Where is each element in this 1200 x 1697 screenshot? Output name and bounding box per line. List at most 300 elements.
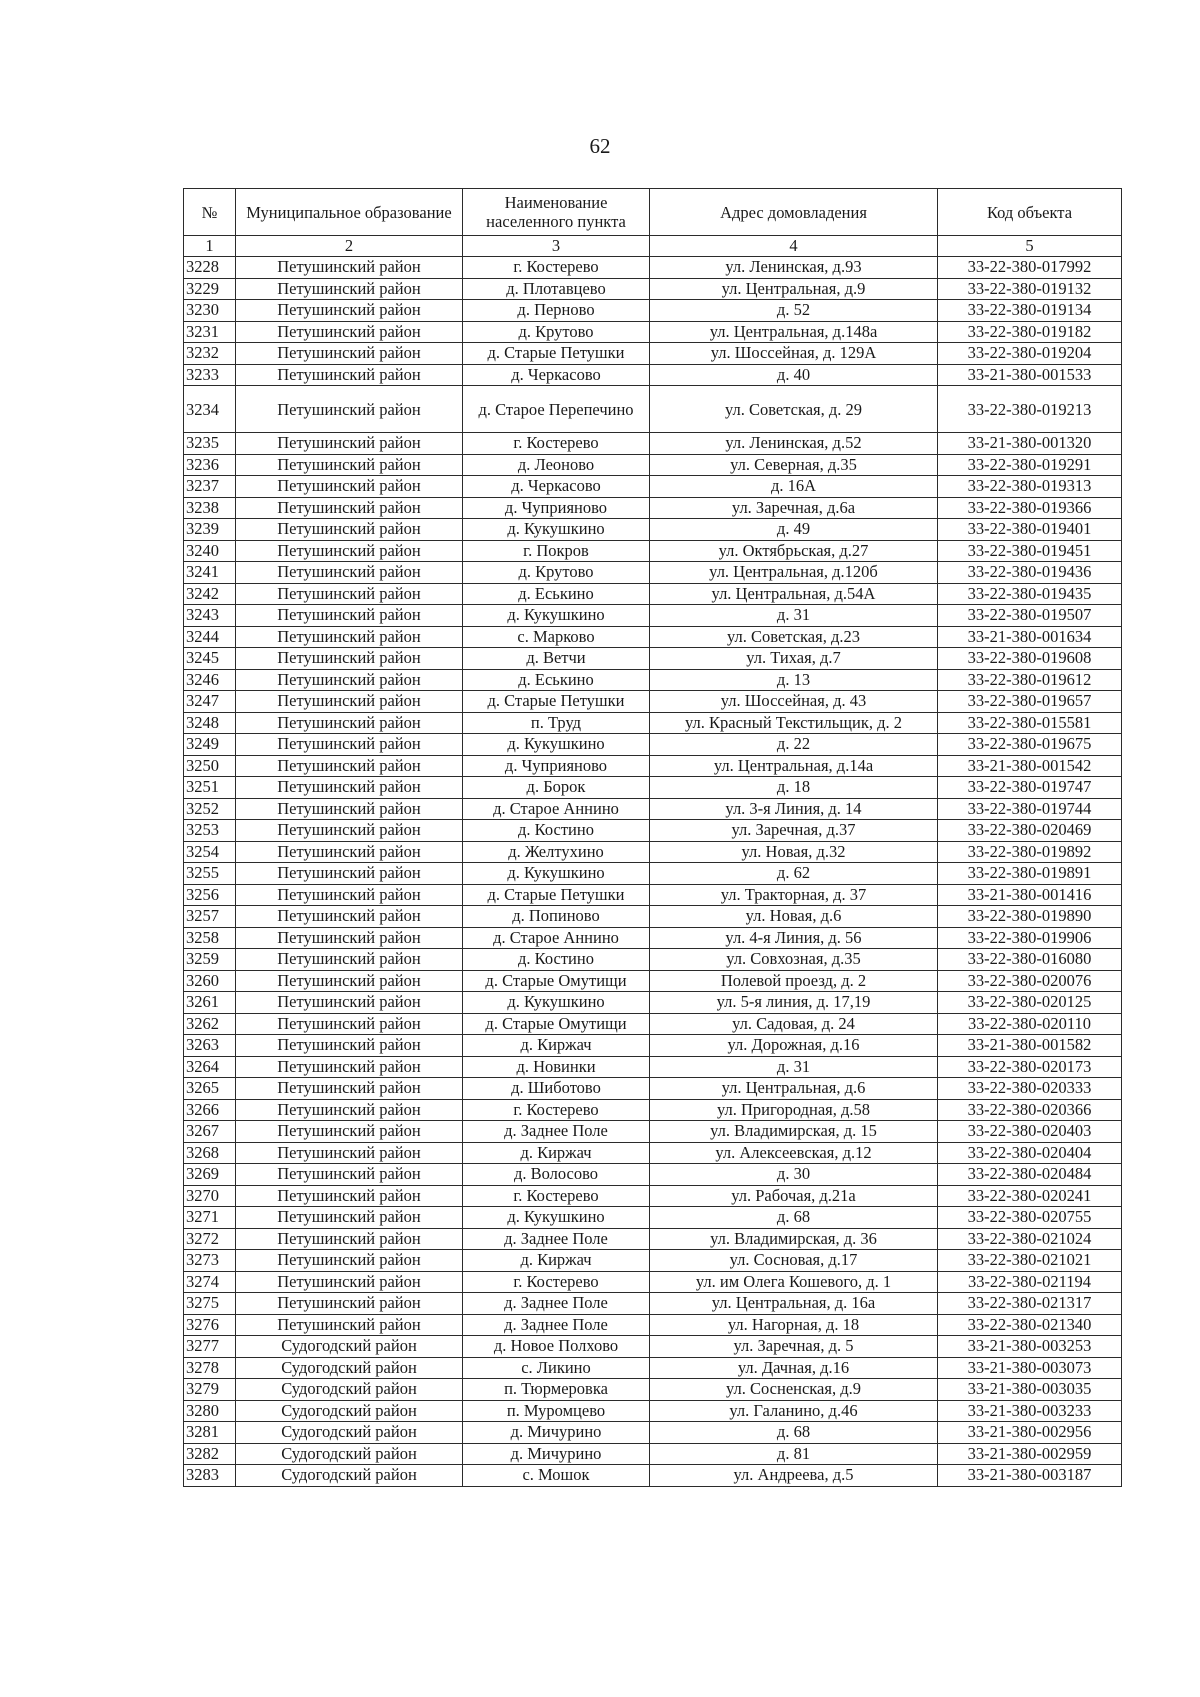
object-code-cell: 33-21-380-002956 (938, 1422, 1122, 1444)
municipality-cell: Петушинский район (236, 562, 463, 584)
table-row (184, 841, 1122, 863)
settlement-cell: д. Кукушкино (463, 734, 650, 756)
table-row (184, 1207, 1122, 1229)
settlement-cell: д. Крутово (463, 321, 650, 343)
settlement-cell: д. Кукушкино (463, 1207, 650, 1229)
object-code-cell: 33-22-380-019435 (938, 583, 1122, 605)
row-number: 3264 (184, 1056, 236, 1078)
object-code-cell: 33-22-380-019313 (938, 476, 1122, 498)
object-code-cell: 33-22-380-020403 (938, 1121, 1122, 1143)
settlement-cell: д. Шиботово (463, 1078, 650, 1100)
address-cell: д. 13 (650, 669, 938, 691)
municipality-cell: Петушинский район (236, 712, 463, 734)
address-cell: д. 81 (650, 1443, 938, 1465)
row-number: 3248 (184, 712, 236, 734)
address-cell: ул. Октябрьская, д.27 (650, 540, 938, 562)
row-number: 3232 (184, 343, 236, 365)
table-row (184, 820, 1122, 842)
settlement-cell: д. Заднее Поле (463, 1228, 650, 1250)
address-cell: ул. Пригородная, д.58 (650, 1099, 938, 1121)
object-code-cell: 33-22-380-019891 (938, 863, 1122, 885)
table-row (184, 1293, 1122, 1315)
household-registry-table (183, 188, 1122, 1487)
row-number: 3240 (184, 540, 236, 562)
settlement-cell: д. Крутово (463, 562, 650, 584)
municipality-cell: Петушинский район (236, 1035, 463, 1057)
address-cell: ул. Сосновая, д.17 (650, 1250, 938, 1272)
municipality-cell: Петушинский район (236, 278, 463, 300)
address-cell: ул. Ленинская, д.52 (650, 433, 938, 455)
row-number: 3243 (184, 605, 236, 627)
settlement-cell: д. Кукушкино (463, 992, 650, 1014)
row-number: 3254 (184, 841, 236, 863)
address-cell: ул. Центральная, д. 16а (650, 1293, 938, 1315)
address-cell: ул. Алексеевская, д.12 (650, 1142, 938, 1164)
table-body (184, 257, 1122, 1487)
settlement-cell: д. Новинки (463, 1056, 650, 1078)
table-row (184, 540, 1122, 562)
row-number: 3267 (184, 1121, 236, 1143)
column-index: 1 (184, 236, 236, 257)
municipality-cell: Петушинский район (236, 648, 463, 670)
row-number: 3265 (184, 1078, 236, 1100)
address-cell: ул. Заречная, д.37 (650, 820, 938, 842)
settlement-cell: г. Костерево (463, 1185, 650, 1207)
address-cell: ул. Дачная, д.16 (650, 1357, 938, 1379)
row-number: 3255 (184, 863, 236, 885)
settlement-cell: д. Волосово (463, 1164, 650, 1186)
table-row (184, 1035, 1122, 1057)
object-code-cell: 33-22-380-019890 (938, 906, 1122, 928)
table-row (184, 1357, 1122, 1379)
table-row (184, 798, 1122, 820)
settlement-cell: д. Чуприяново (463, 497, 650, 519)
municipality-cell: Петушинский район (236, 863, 463, 885)
table-row (184, 648, 1122, 670)
municipality-cell: Петушинский район (236, 257, 463, 279)
object-code-cell: 33-22-380-021024 (938, 1228, 1122, 1250)
address-cell: ул. Красный Текстильщик, д. 2 (650, 712, 938, 734)
settlement-cell: д. Перново (463, 300, 650, 322)
settlement-cell: д. Киржач (463, 1250, 650, 1272)
table-row (184, 1250, 1122, 1272)
municipality-cell: Петушинский район (236, 755, 463, 777)
settlement-cell: д. Кукушкино (463, 605, 650, 627)
municipality-cell: Петушинский район (236, 798, 463, 820)
address-cell: ул. Рабочая, д.21а (650, 1185, 938, 1207)
address-cell: д. 52 (650, 300, 938, 322)
municipality-cell: Судогодский район (236, 1465, 463, 1487)
table-row (184, 364, 1122, 386)
object-code-cell: 33-22-380-019892 (938, 841, 1122, 863)
municipality-cell: Петушинский район (236, 906, 463, 928)
object-code-cell: 33-21-380-001416 (938, 884, 1122, 906)
object-code-cell: 33-22-380-020404 (938, 1142, 1122, 1164)
municipality-cell: Петушинский район (236, 540, 463, 562)
address-cell: ул. Заречная, д.6а (650, 497, 938, 519)
address-cell: ул. Ленинская, д.93 (650, 257, 938, 279)
address-cell: ул. Центральная, д.54А (650, 583, 938, 605)
table-row (184, 583, 1122, 605)
row-number: 3256 (184, 884, 236, 906)
settlement-cell: г. Костерево (463, 257, 650, 279)
row-number: 3269 (184, 1164, 236, 1186)
object-code-cell: 33-22-380-019675 (938, 734, 1122, 756)
settlement-cell: д. Леоново (463, 454, 650, 476)
municipality-cell: Петушинский район (236, 1099, 463, 1121)
address-cell: ул. Новая, д.32 (650, 841, 938, 863)
address-cell: ул. Владимирская, д. 36 (650, 1228, 938, 1250)
row-number: 3262 (184, 1013, 236, 1035)
municipality-cell: Петушинский район (236, 1164, 463, 1186)
settlement-cell: д. Старое Перепечино (463, 386, 650, 433)
object-code-cell: 33-22-380-019204 (938, 343, 1122, 365)
municipality-cell: Петушинский район (236, 1314, 463, 1336)
table-row (184, 712, 1122, 734)
object-code-cell: 33-21-380-003073 (938, 1357, 1122, 1379)
settlement-cell: д. Новое Полхово (463, 1336, 650, 1358)
settlement-cell: г. Костерево (463, 1099, 650, 1121)
settlement-cell: г. Костерево (463, 1271, 650, 1293)
address-cell: д. 18 (650, 777, 938, 799)
row-number: 3283 (184, 1465, 236, 1487)
object-code-cell: 33-22-380-020484 (938, 1164, 1122, 1186)
object-code-cell: 33-21-380-003253 (938, 1336, 1122, 1358)
object-code-cell: 33-22-380-020076 (938, 970, 1122, 992)
row-number: 3279 (184, 1379, 236, 1401)
table-header-row (184, 189, 1122, 236)
table-row (184, 1013, 1122, 1035)
table-row (184, 669, 1122, 691)
municipality-cell: Петушинский район (236, 497, 463, 519)
municipality-cell: Петушинский район (236, 519, 463, 541)
address-cell: д. 49 (650, 519, 938, 541)
row-number: 3245 (184, 648, 236, 670)
settlement-cell: д. Заднее Поле (463, 1314, 650, 1336)
municipality-cell: Петушинский район (236, 1142, 463, 1164)
object-code-cell: 33-22-380-019401 (938, 519, 1122, 541)
address-cell: ул. Тихая, д.7 (650, 648, 938, 670)
object-code-cell: 33-21-380-001320 (938, 433, 1122, 455)
object-code-cell: 33-22-380-019451 (938, 540, 1122, 562)
address-cell: ул. Андреева, д.5 (650, 1465, 938, 1487)
row-number: 3253 (184, 820, 236, 842)
table-row (184, 1099, 1122, 1121)
address-cell: ул. Совхозная, д.35 (650, 949, 938, 971)
table-row (184, 1142, 1122, 1164)
row-number: 3228 (184, 257, 236, 279)
address-cell: д. 62 (650, 863, 938, 885)
row-number: 3230 (184, 300, 236, 322)
object-code-cell: 33-22-380-020110 (938, 1013, 1122, 1035)
municipality-cell: Петушинский район (236, 433, 463, 455)
settlement-cell: с. Ликино (463, 1357, 650, 1379)
address-cell: ул. Центральная, д.14а (650, 755, 938, 777)
row-number: 3258 (184, 927, 236, 949)
row-number: 3233 (184, 364, 236, 386)
address-cell: ул. Шоссейная, д. 43 (650, 691, 938, 713)
object-code-cell: 33-22-380-021317 (938, 1293, 1122, 1315)
settlement-cell: д. Старые Омутищи (463, 1013, 650, 1035)
settlement-cell: д. Желтухино (463, 841, 650, 863)
address-cell: ул. Садовая, д. 24 (650, 1013, 938, 1035)
settlement-cell: д. Старые Петушки (463, 343, 650, 365)
address-cell: д. 31 (650, 605, 938, 627)
row-number: 3234 (184, 386, 236, 433)
object-code-cell: 33-22-380-021194 (938, 1271, 1122, 1293)
object-code-cell: 33-21-380-003233 (938, 1400, 1122, 1422)
table-row (184, 1443, 1122, 1465)
row-number: 3249 (184, 734, 236, 756)
address-cell: ул. им Олега Кошевого, д. 1 (650, 1271, 938, 1293)
object-code-cell: 33-22-380-020755 (938, 1207, 1122, 1229)
object-code-cell: 33-22-380-015581 (938, 712, 1122, 734)
column-index-row (184, 236, 1122, 257)
table-row (184, 1400, 1122, 1422)
municipality-cell: Петушинский район (236, 1271, 463, 1293)
table-row (184, 257, 1122, 279)
address-cell: ул. Заречная, д. 5 (650, 1336, 938, 1358)
object-code-cell: 33-21-380-003187 (938, 1465, 1122, 1487)
settlement-cell: д. Старое Аннино (463, 798, 650, 820)
settlement-cell: д. Борок (463, 777, 650, 799)
row-number: 3260 (184, 970, 236, 992)
table-row (184, 1078, 1122, 1100)
table-row (184, 884, 1122, 906)
table-row (184, 1164, 1122, 1186)
table-row (184, 691, 1122, 713)
column-header-settlement: Наименование населенного пункта (463, 189, 650, 236)
table-row (184, 626, 1122, 648)
address-cell: ул. Новая, д.6 (650, 906, 938, 928)
municipality-cell: Судогодский район (236, 1379, 463, 1401)
row-number: 3252 (184, 798, 236, 820)
object-code-cell: 33-22-380-019507 (938, 605, 1122, 627)
column-index: 2 (236, 236, 463, 257)
table-row (184, 777, 1122, 799)
column-index: 4 (650, 236, 938, 257)
object-code-cell: 33-22-380-021340 (938, 1314, 1122, 1336)
table-row (184, 1422, 1122, 1444)
row-number: 3274 (184, 1271, 236, 1293)
table-row (184, 1228, 1122, 1250)
address-cell: д. 68 (650, 1207, 938, 1229)
municipality-cell: Петушинский район (236, 1078, 463, 1100)
table-row (184, 519, 1122, 541)
object-code-cell: 33-22-380-019747 (938, 777, 1122, 799)
settlement-cell: г. Покров (463, 540, 650, 562)
settlement-cell: п. Муромцево (463, 1400, 650, 1422)
table-row (184, 433, 1122, 455)
address-cell: ул. Центральная, д.148а (650, 321, 938, 343)
settlement-cell: д. Киржач (463, 1035, 650, 1057)
object-code-cell: 33-21-380-002959 (938, 1443, 1122, 1465)
municipality-cell: Петушинский район (236, 1056, 463, 1078)
municipality-cell: Петушинский район (236, 321, 463, 343)
settlement-cell: п. Труд (463, 712, 650, 734)
municipality-cell: Петушинский район (236, 386, 463, 433)
row-number: 3257 (184, 906, 236, 928)
table-row (184, 1056, 1122, 1078)
table-row (184, 1271, 1122, 1293)
row-number: 3246 (184, 669, 236, 691)
settlement-cell: д. Заднее Поле (463, 1293, 650, 1315)
settlement-cell: д. Костино (463, 949, 650, 971)
row-number: 3237 (184, 476, 236, 498)
municipality-cell: Петушинский район (236, 1228, 463, 1250)
address-cell: ул. Дорожная, д.16 (650, 1035, 938, 1057)
row-number: 3244 (184, 626, 236, 648)
address-cell: ул. Галанино, д.46 (650, 1400, 938, 1422)
settlement-cell: д. Ветчи (463, 648, 650, 670)
settlement-cell: д. Заднее Поле (463, 1121, 650, 1143)
address-cell: ул. 3-я Линия, д. 14 (650, 798, 938, 820)
table-row (184, 497, 1122, 519)
object-code-cell: 33-22-380-017992 (938, 257, 1122, 279)
settlement-cell: г. Костерево (463, 433, 650, 455)
table-row (184, 1185, 1122, 1207)
row-number: 3238 (184, 497, 236, 519)
row-number: 3268 (184, 1142, 236, 1164)
table-row (184, 1314, 1122, 1336)
municipality-cell: Петушинский район (236, 1121, 463, 1143)
settlement-cell: д. Еськино (463, 669, 650, 691)
row-number: 3270 (184, 1185, 236, 1207)
column-header-object-code: Код объекта (938, 189, 1122, 236)
address-cell: д. 16А (650, 476, 938, 498)
settlement-cell: д. Старое Аннино (463, 927, 650, 949)
municipality-cell: Петушинский район (236, 927, 463, 949)
municipality-cell: Петушинский район (236, 454, 463, 476)
address-cell: ул. Шоссейная, д. 129А (650, 343, 938, 365)
municipality-cell: Петушинский район (236, 583, 463, 605)
row-number: 3259 (184, 949, 236, 971)
municipality-cell: Петушинский район (236, 1185, 463, 1207)
address-cell: ул. Центральная, д.120б (650, 562, 938, 584)
object-code-cell: 33-21-380-001533 (938, 364, 1122, 386)
object-code-cell: 33-22-380-019612 (938, 669, 1122, 691)
municipality-cell: Петушинский район (236, 992, 463, 1014)
address-cell: ул. Советская, д. 29 (650, 386, 938, 433)
municipality-cell: Петушинский район (236, 777, 463, 799)
row-number: 3250 (184, 755, 236, 777)
row-number: 3261 (184, 992, 236, 1014)
address-cell: ул. Тракторная, д. 37 (650, 884, 938, 906)
row-number: 3239 (184, 519, 236, 541)
settlement-cell: д. Черкасово (463, 364, 650, 386)
municipality-cell: Петушинский район (236, 1250, 463, 1272)
object-code-cell: 33-22-380-019608 (938, 648, 1122, 670)
object-code-cell: 33-22-380-020333 (938, 1078, 1122, 1100)
object-code-cell: 33-22-380-020469 (938, 820, 1122, 842)
municipality-cell: Судогодский район (236, 1443, 463, 1465)
row-number: 3263 (184, 1035, 236, 1057)
address-cell: ул. Центральная, д.9 (650, 278, 938, 300)
address-cell: ул. Владимирская, д. 15 (650, 1121, 938, 1143)
row-number: 3271 (184, 1207, 236, 1229)
object-code-cell: 33-22-380-019182 (938, 321, 1122, 343)
municipality-cell: Петушинский район (236, 691, 463, 713)
row-number: 3231 (184, 321, 236, 343)
object-code-cell: 33-21-380-001542 (938, 755, 1122, 777)
row-number: 3247 (184, 691, 236, 713)
table-row (184, 970, 1122, 992)
municipality-cell: Петушинский район (236, 1207, 463, 1229)
row-number: 3276 (184, 1314, 236, 1336)
row-number: 3275 (184, 1293, 236, 1315)
table-row (184, 562, 1122, 584)
column-header-municipality: Муниципальное образование (236, 189, 463, 236)
municipality-cell: Петушинский район (236, 970, 463, 992)
municipality-cell: Петушинский район (236, 1013, 463, 1035)
settlement-cell: с. Мошок (463, 1465, 650, 1487)
address-cell: ул. 4-я Линия, д. 56 (650, 927, 938, 949)
municipality-cell: Петушинский район (236, 343, 463, 365)
row-number: 3280 (184, 1400, 236, 1422)
municipality-cell: Петушинский район (236, 605, 463, 627)
table-row (184, 992, 1122, 1014)
row-number: 3281 (184, 1422, 236, 1444)
settlement-cell: д. Чуприяново (463, 755, 650, 777)
table-row (184, 321, 1122, 343)
column-index: 3 (463, 236, 650, 257)
table-row (184, 386, 1122, 433)
municipality-cell: Петушинский район (236, 669, 463, 691)
municipality-cell: Судогодский район (236, 1336, 463, 1358)
table-row (184, 927, 1122, 949)
object-code-cell: 33-22-380-020173 (938, 1056, 1122, 1078)
row-number: 3266 (184, 1099, 236, 1121)
page-number: 62 (589, 134, 611, 158)
settlement-cell: п. Тюрмеровка (463, 1379, 650, 1401)
object-code-cell: 33-22-380-019744 (938, 798, 1122, 820)
settlement-cell: д. Киржач (463, 1142, 650, 1164)
object-code-cell: 33-21-380-001582 (938, 1035, 1122, 1057)
address-cell: д. 30 (650, 1164, 938, 1186)
settlement-cell: д. Черкасово (463, 476, 650, 498)
settlement-cell: д. Старые Петушки (463, 884, 650, 906)
object-code-cell: 33-22-380-019436 (938, 562, 1122, 584)
municipality-cell: Петушинский район (236, 949, 463, 971)
settlement-cell: д. Кукушкино (463, 863, 650, 885)
row-number: 3251 (184, 777, 236, 799)
municipality-cell: Судогодский район (236, 1400, 463, 1422)
address-cell: д. 68 (650, 1422, 938, 1444)
settlement-cell: д. Старые Петушки (463, 691, 650, 713)
table-row (184, 1379, 1122, 1401)
table-row (184, 343, 1122, 365)
municipality-cell: Петушинский район (236, 884, 463, 906)
municipality-cell: Судогодский район (236, 1357, 463, 1379)
object-code-cell: 33-22-380-016080 (938, 949, 1122, 971)
row-number: 3235 (184, 433, 236, 455)
address-cell: ул. Северная, д.35 (650, 454, 938, 476)
object-code-cell: 33-22-380-019291 (938, 454, 1122, 476)
object-code-cell: 33-22-380-021021 (938, 1250, 1122, 1272)
address-cell: ул. 5-я линия, д. 17,19 (650, 992, 938, 1014)
row-number: 3241 (184, 562, 236, 584)
settlement-cell: д. Мичурино (463, 1443, 650, 1465)
settlement-cell: д. Старые Омутищи (463, 970, 650, 992)
table-row (184, 278, 1122, 300)
address-cell: ул. Центральная, д.6 (650, 1078, 938, 1100)
row-number: 3236 (184, 454, 236, 476)
table-row (184, 1121, 1122, 1143)
table-row (184, 300, 1122, 322)
municipality-cell: Петушинский район (236, 734, 463, 756)
object-code-cell: 33-22-380-020366 (938, 1099, 1122, 1121)
municipality-cell: Судогодский район (236, 1422, 463, 1444)
